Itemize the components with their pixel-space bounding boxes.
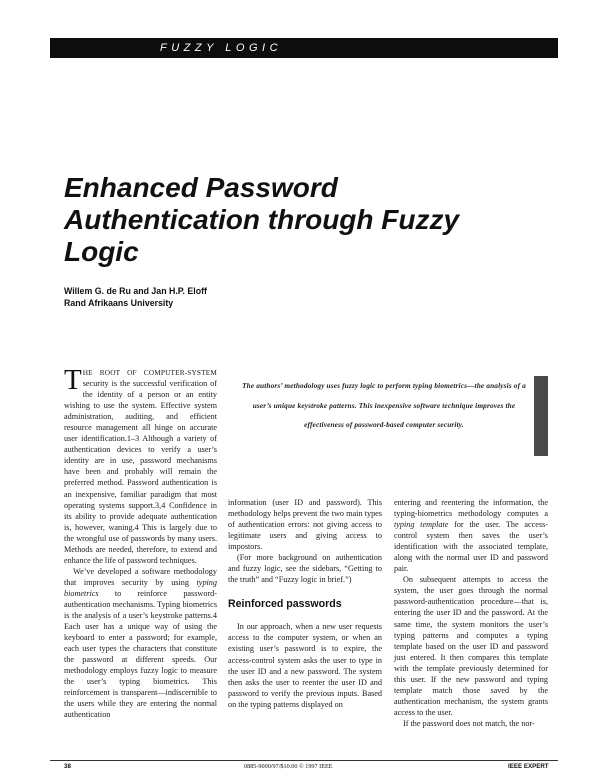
pull-quote	[238, 376, 530, 435]
section-heading: Reinforced passwords	[228, 598, 342, 611]
copyright-code: 0885-9000/97/$10.00 © 1997 IEEE	[244, 763, 333, 770]
paragraph: If the password does not match, the nor-	[403, 718, 535, 728]
drop-cap: T	[64, 364, 82, 396]
body-column-1	[64, 364, 217, 721]
author-affiliation: Rand Afrikaans University	[64, 298, 174, 308]
paragraph-text: security is the successful verification of the identity of a person or an entity wishing to use the system. Effective system administration, auditing, and efficient resource management all hinge on accurate user identification.1–3 Although a variety of authentication devices to verify a user’s identity are in use, password mechanisms have been and probably will remain the preferred method. Password authentication is an inexpensive, familiar paradigm that most operating systems support.3,4 Confidence in its ability to provide adequate authentication is, however, waning.4 This is largely due to the wrongful use of passwords by many users. Methods are needed, therefore, to extend and enhance the life of password techniques.	[64, 379, 217, 565]
journal-name: IEEE EXPERT	[508, 763, 549, 770]
byline	[64, 285, 207, 309]
paragraph: In our approach, when a new user requests access to the computer system, or when an existing user’s password is to expire, the access-control system asks the user to type in the user ID and a new password. The system then asks the user to reenter the user ID and password to verify the previous inputs. Based on the typing patterns displayed on	[228, 622, 382, 709]
paragraph: information (user ID and password). This methodology helps prevent the two main types of authentication errors: not giving access to legitimate users and giving access to impostors.	[228, 498, 382, 552]
page-number: 38	[64, 763, 71, 770]
paragraph: (For more background on authentication and fuzzy logic, see the sidebars, “Getting to the truth” and “Fuzzy logic in brief.”)	[228, 553, 382, 585]
paragraph-text: entering and reentering the information, the typing-biometrics methodology computes a	[394, 498, 548, 519]
emphasis: typing biometrics	[64, 577, 217, 598]
paragraph-text: for the user. The access-control system then saves the user’s identification with the associated template, along with the normal user ID and password pair.	[394, 520, 548, 574]
paragraph-text: to reinforce password-authentication mechanisms. Typing biometrics is the analysis of a user’s keystroke patterns.4 Each user has a unique way of using the keyboard to enter a password; for example, each user types the characters that constitute the password at different speeds. Our methodology employs fuzzy logic to measure the user’s typing biometrics. This reinforcement is transparent—indiscernible to the users while they are entering the normal authentication	[64, 588, 217, 720]
lead-in: HE ROOT OF COMPUTER-SYSTEM	[82, 368, 217, 377]
paragraph	[64, 364, 217, 566]
section-label: FUZZY LOGIC	[160, 42, 283, 54]
author-names: Willem G. de Ru and Jan H.P. Eloff	[64, 286, 207, 296]
paragraph: On subsequent attempts to access the system, the user goes through the normal password-authentication procedure—that is, entering the user ID and the password. At the same time, the system monitors the user’s typing patterns and computes a typing template based on the user ID and password just entered. It then compares this template with the template previously determined for this user. If the new password and typing template match those saved by the authentication mechanism, the system grants access to the user.	[394, 575, 548, 717]
footer-rule	[50, 760, 558, 761]
emphasis: typing template	[394, 520, 449, 530]
paragraph-text: We’ve developed a software methodology that improves security by using	[64, 566, 217, 587]
section-banner	[50, 38, 558, 58]
body-column-3	[394, 497, 548, 729]
paragraph	[394, 497, 548, 574]
pull-quote-bar	[534, 376, 548, 456]
pull-quote-text: The authors’ methodology uses fuzzy logic to perform typing biometrics—the analysis of a user’s unique keystroke patterns. This inexpensive software technique improves the effectiveness of password-based computer security.	[242, 381, 526, 429]
paragraph	[64, 566, 217, 721]
article-title: Enhanced Password Authentication through Fuzzy Logic	[64, 172, 460, 267]
body-column-2	[228, 497, 382, 710]
